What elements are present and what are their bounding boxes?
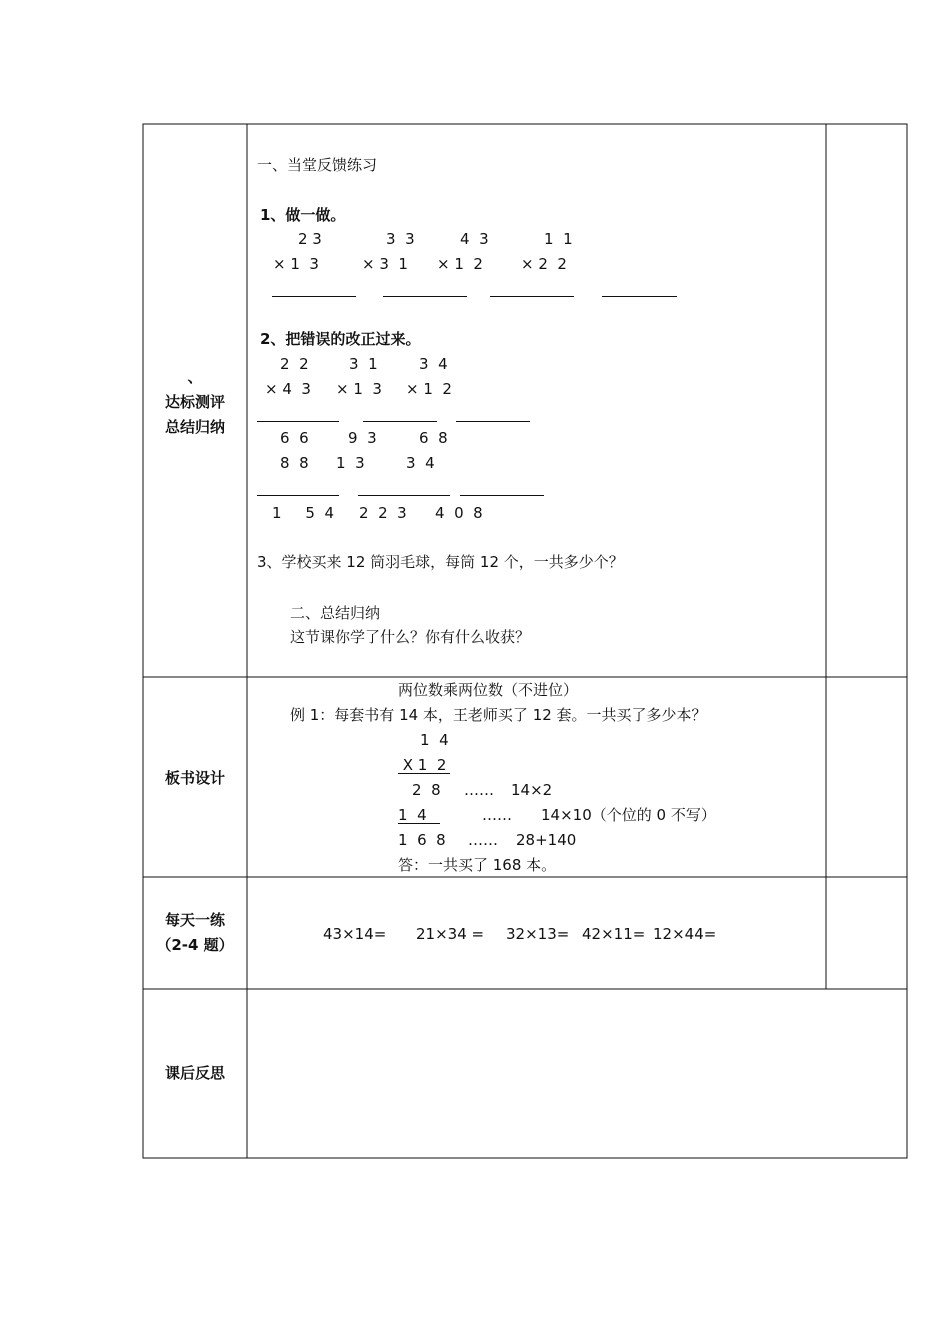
answer-line [272, 296, 356, 297]
answer-line [602, 296, 677, 297]
q2-result: 1 5 4 [272, 504, 335, 522]
board-dots: …… [482, 806, 512, 824]
board-line [398, 823, 440, 824]
daily-exercise: 12×44= [653, 925, 717, 943]
board-title: 两位数乘两位数（不进位） [398, 681, 579, 699]
label-daily-range: （2-4 题） [156, 936, 234, 954]
q1-problem-top: 1 1 [544, 230, 573, 248]
q3-text: 3、学校买来 12 筒羽毛球，每筒 12 个，一共多少个？ [257, 553, 624, 571]
q2-problem-bottom: × 4 3 [265, 380, 311, 398]
q2-problem-top: 3 1 [349, 355, 378, 373]
answer-line [383, 296, 467, 297]
answer-line [490, 296, 574, 297]
section2-title: 二、总结归纳 [290, 604, 381, 622]
board-multiplier: X 1 2 [398, 756, 452, 774]
daily-exercise: 42×11= [582, 925, 646, 943]
q2-partial2: 1 3 [336, 454, 365, 472]
daily-row-label [143, 908, 247, 958]
q2-partial2: 3 4 [406, 454, 435, 472]
board-note: 14×2 [511, 781, 553, 799]
work-line [456, 421, 530, 422]
q2-result: 2 2 3 [359, 504, 407, 522]
q2-problem-bottom: × 1 2 [406, 380, 452, 398]
label-daily: 每天一练 [164, 911, 225, 929]
q1-problem-bottom: × 3 1 [362, 255, 408, 273]
q1-problem-bottom: × 2 2 [521, 255, 567, 273]
work-line [363, 421, 437, 422]
q1-problem-bottom: × 1 2 [437, 255, 483, 273]
daily-exercise: 32×13= [506, 925, 570, 943]
label-summary: 总结归纳 [164, 418, 225, 436]
label-assessment: 达标测评 [164, 393, 225, 411]
board-line [398, 773, 450, 774]
board-dots: …… [468, 831, 498, 849]
section2-text: 这节课你学了什么？你有什么收获？ [290, 628, 531, 646]
board-answer: 答：一共买了 168 本。 [398, 856, 557, 874]
q2-partial1: 6 8 [419, 429, 448, 447]
board-note: 14×10（个位的 0 不写） [541, 806, 716, 824]
board-dots: …… [464, 781, 494, 799]
q2-problem-top: 2 2 [280, 355, 309, 373]
q1-problem-bottom: × 1 3 [273, 255, 319, 273]
work-line [358, 495, 450, 496]
q1-problem-top: 4 3 [460, 230, 489, 248]
board-note: 28+140 [516, 831, 577, 849]
q2-partial2: 8 8 [280, 454, 309, 472]
work-line [257, 421, 339, 422]
q2-partial1: 9 3 [348, 429, 377, 447]
label-mark: 、 [187, 368, 203, 386]
q2-title: 2、把错误的改正过来。 [260, 330, 421, 348]
q2-partial1: 6 6 [280, 429, 309, 447]
board-example: 例 1：每套书有 14 本，王老师买了 12 套。一共买了多少本？ [290, 706, 707, 724]
board-partial1: 2 8 [412, 781, 441, 799]
daily-exercise: 21×34 = [416, 925, 485, 943]
q2-result: 4 0 8 [435, 504, 483, 522]
q2-problem-top: 3 4 [419, 355, 448, 373]
section1-title: 一、当堂反馈练习 [257, 156, 378, 174]
q1-problem-top: 3 3 [386, 230, 415, 248]
assessment-row-label [143, 365, 247, 440]
board-top: 1 4 [420, 731, 449, 749]
daily-exercise: 43×14= [323, 925, 387, 943]
q1-title: 1、做一做。 [260, 206, 346, 224]
work-line [257, 495, 339, 496]
work-line [460, 495, 544, 496]
board-row-label: 板书设计 [164, 769, 225, 787]
board-result: 1 6 8 [398, 831, 446, 849]
board-partial2: 1 4 [398, 806, 427, 824]
q1-problem-top: 2 3 [298, 230, 322, 248]
reflection-row-label: 课后反思 [164, 1064, 225, 1082]
q2-problem-bottom: × 1 3 [336, 380, 382, 398]
